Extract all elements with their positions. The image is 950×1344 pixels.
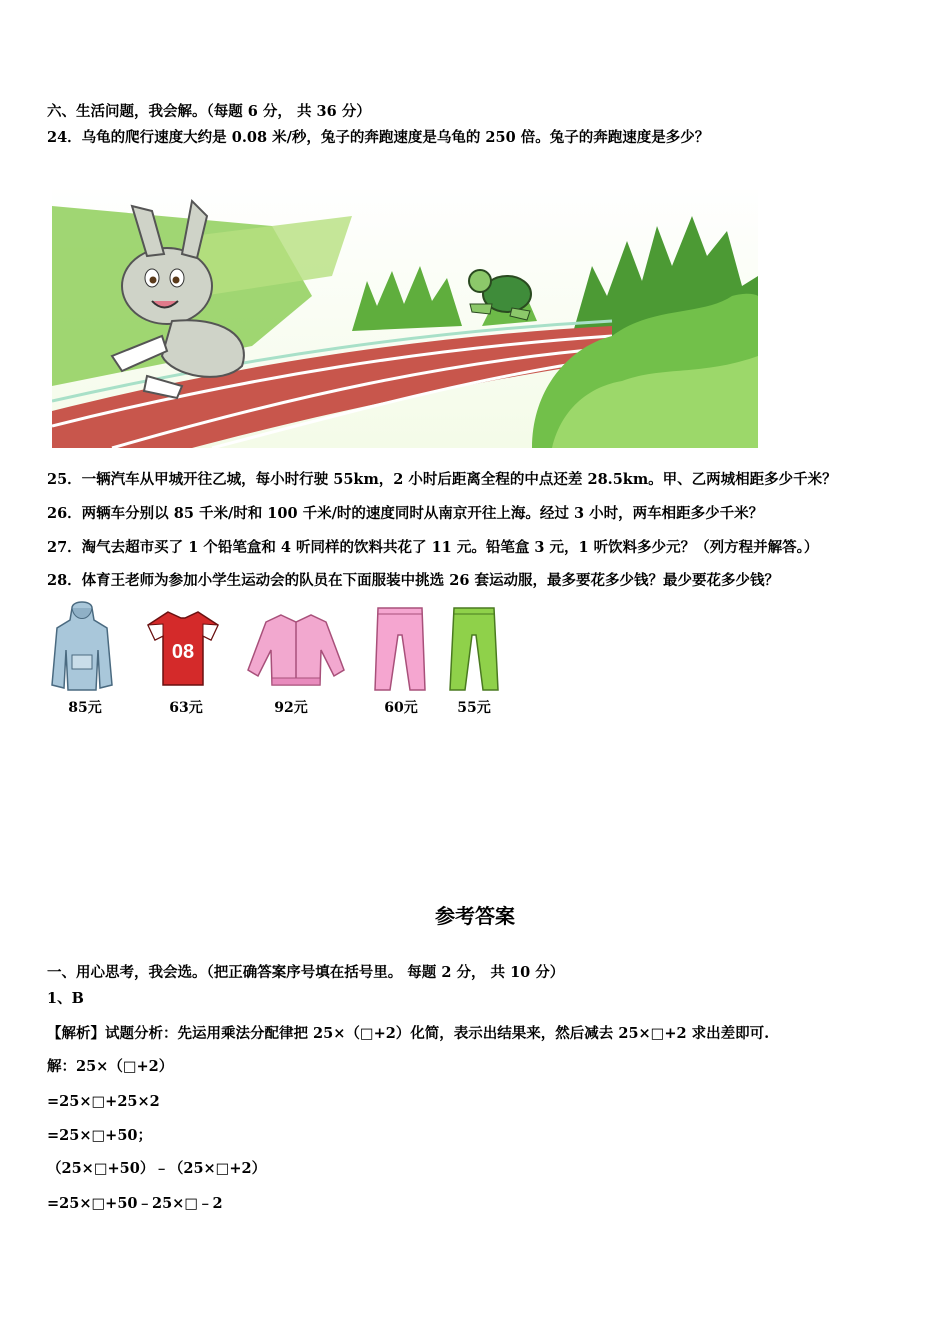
answer-1: 1、B [47,990,84,1007]
rabbit-tortoise-race-illustration [52,186,758,448]
solution-step: =25×□+50； [47,1127,153,1144]
question-25: 25．一辆汽车从甲城开往乙城，每小时行驶 55km，2 小时后距离全程的中点还差 28.5km。甲、乙两城相距多少千米？ [47,471,837,488]
solution-step: 解：25×（□+2） [47,1058,174,1075]
answers-section-heading: 一、用心思考，我会选。（把正确答案序号填在括号里。 每题 2 分， 共 10 分） [47,964,565,981]
pink-pants-price: 60元 [384,700,418,716]
question-28: 28．体育王老师为参加小学生运动会的队员在下面服装中挑选 26 套运动服，最多要花多少钱？最少要花多少钱？ [47,572,779,589]
section-heading: 六、生活问题，我会解。（每题 6 分， 共 36 分） [47,103,371,120]
jacket-price: 92元 [274,700,308,716]
question-27: 27．淘气去超市买了 1 个铅笔盒和 4 听同样的饮料共花了 11 元。铅笔盒 3 元，1 听饮料多少元？（列方程并解答。） [47,539,819,556]
tshirt-image [143,600,223,696]
question-24: 24．乌龟的爬行速度大约是 0.08 米/秒，兔子的奔跑速度是乌龟的 250 倍。兔子的奔跑速度是多少？ [47,129,710,146]
hoodie-image [42,600,122,696]
solution-step: =25×□+25×2 [47,1093,160,1110]
green-pants-price: 55元 [457,700,491,716]
answers-title: 参考答案 [435,904,515,928]
svg-text:08: 08 [171,641,195,663]
answer-1-analysis: 【解析】试题分析：先运用乘法分配律把 25×（□+2）化简，表示出结果来，然后减去 25×□+2 求出差即可. [47,1025,770,1042]
hoodie-price: 85元 [68,700,102,716]
tshirt-price: 63元 [169,700,203,716]
question-26: 26．两辆车分别以 85 千米/时和 100 千米/时的速度同时从南京开往上海。经过 3 小时，两车相距多少千米？ [47,505,764,522]
green-pants-image [434,600,514,696]
pink-pants-image [360,600,440,696]
solution-step: =25×□+50﹣25×□﹣2 [47,1195,223,1212]
jacket-image [246,600,346,696]
solution-step: （25×□+50）﹣（25×□+2） [47,1160,267,1177]
